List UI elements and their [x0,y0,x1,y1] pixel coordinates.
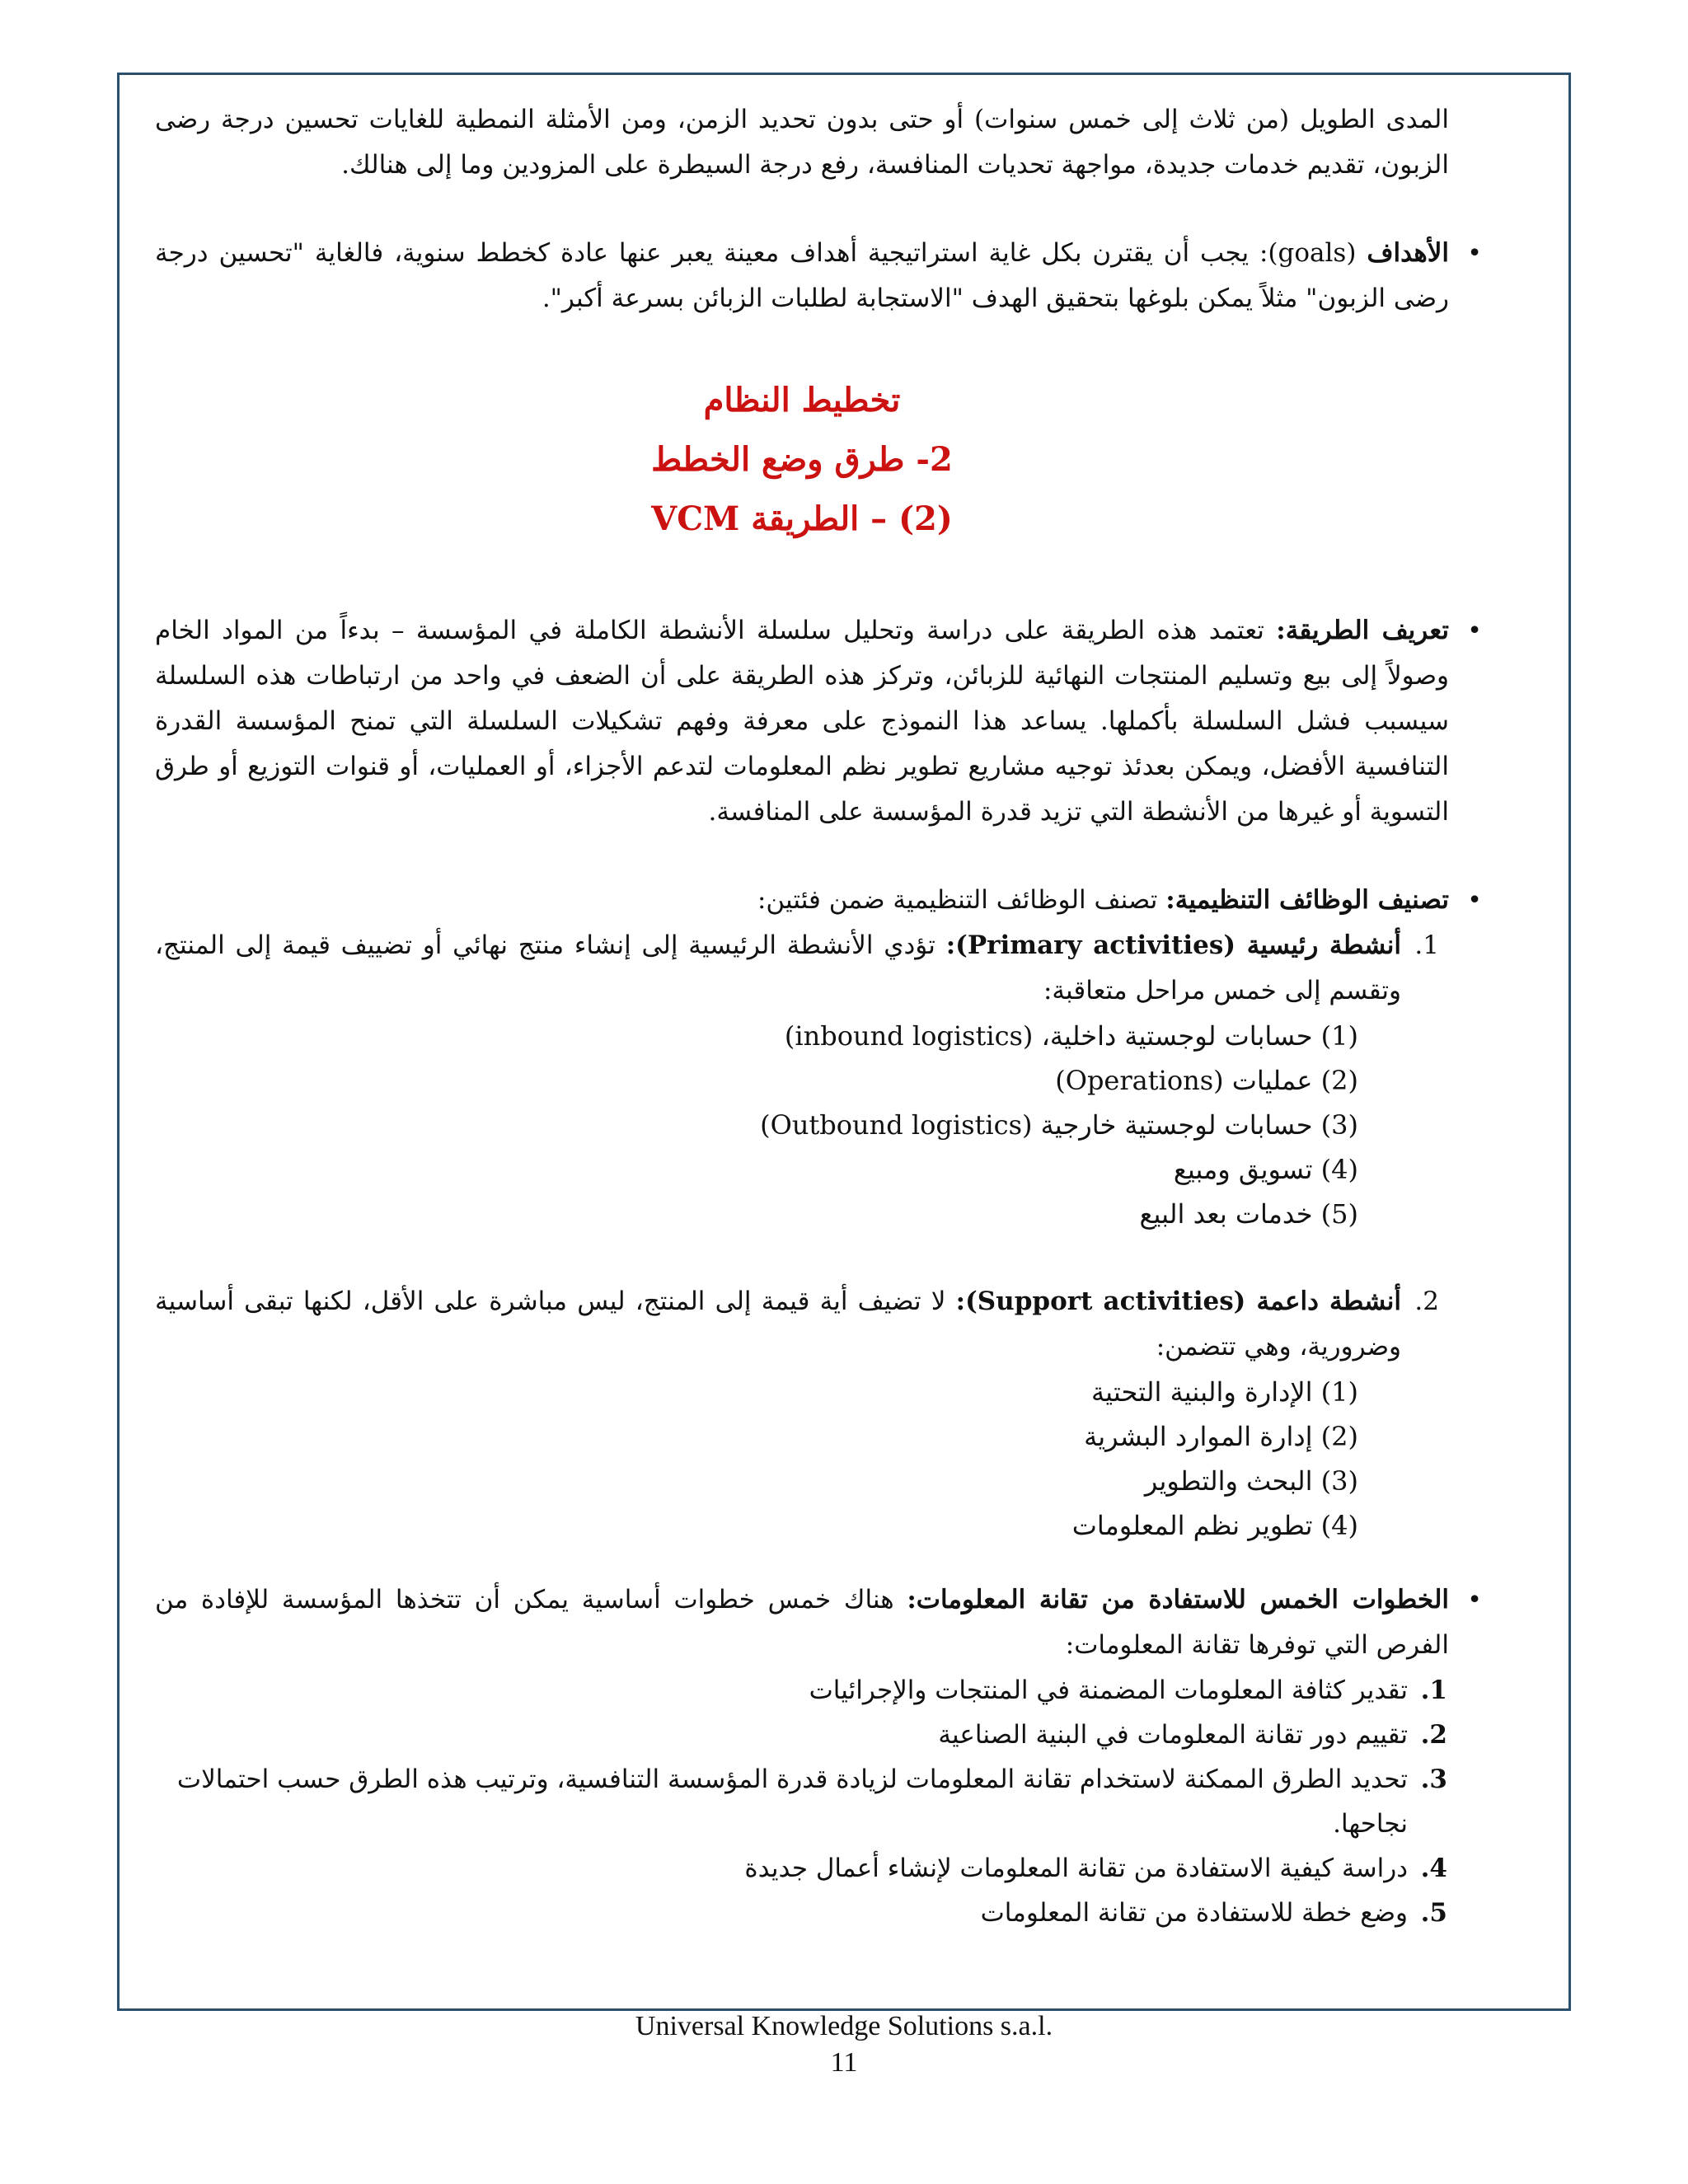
intro-paragraph: المدى الطويل (من ثلاث إلى خمس سنوات) أو حتى بدون تحديد الزمن، ومن الأمثلة النمطية للغايات تحسين درجة رضى الزبون، تقديم خدمات جديدة، مواجهة تحديات المنافسة، رفع درجة السيطرة على المزودين وما إلى هنالك. [155,105,1449,180]
list-item: (4) تطوير نظم المعلومات [1071,1510,1358,1541]
step-text: دراسة كيفية الاستفادة من تقانة المعلومات لإنشاء أعمال جديدة [744,1854,1408,1883]
classification-title: تصنيف الوظائف التنظيمية: [1165,885,1449,915]
definition-paragraph [155,608,1449,835]
step-text: تحديد الطرق الممكنة لاستخدام تقانة المعلومات لزيادة قدرة المؤسسة التنافسية، وترتيب هذه الطرق حسب احتمالات نجاحها. [176,1765,1408,1839]
goals-paragraph [155,231,1449,321]
list-item: (2) إدارة الموارد البشرية [1084,1421,1358,1452]
primary-text: تؤدي الأنشطة الرئيسية إلى إنشاء منتج نهائي أو تضييف قيمة إلى المنتج، وتقسم إلى خمس مراحل متعاقبة: [155,930,1401,1005]
classification-text: تصنف الوظائف التنظيمية ضمن فئتين: [757,885,1166,915]
list-item: (3) البحث والتطوير [1144,1465,1358,1497]
list-item [155,1757,1447,1846]
definition-text: تعتمد هذه الطريقة على دراسة وتحليل سلسلة الأنشطة الكاملة في المؤسسة – بدءاً من المواد الخام وصولاً إلى بيع وتسليم المنتجات النهائية للزبائن، وتركز هذه الطريقة على أن الضعف في واحد من ارتباطات هذه السلسلة سيسبب فشل السلسلة بأكملها. يساعد هذا النموذج على معرفة وفهم تشكيلات السلسلة التي تمنح المؤسسة القدرة التنافسية الأفضل، ويمكن بعدئذ توجيه مشاريع تطوير نظم المعلومات لتدعم الأجزاء، أو العمليات، أو قنوات التوزيع أو طرق التسوية أو غيرها من الأنشطة التي تزيد قدرة المؤسسة على المنافسة. [155,616,1449,827]
heading-vcm-method: (2) – الطريقة VCM [651,499,953,538]
goals-title: الأهداف [1367,238,1449,268]
primary-activities [155,923,1439,1014]
five-steps-paragraph [155,1577,1449,1668]
list-item: (1) حسابات لوجستية داخلية، (inbound logistics) [784,1020,1358,1052]
step-number: 3. [1420,1765,1447,1794]
support-text: لا تضيف أية قيمة إلى المنتج، ليس مباشرة على الأقل، لكنها تبقى أساسية وضرورية، وهي تتضمن: [155,1286,1401,1361]
five-steps-title: الخطوات الخمس للاستفادة من تقانة المعلومات: [907,1585,1449,1615]
list-item: (2) عمليات (Operations) [1055,1065,1358,1096]
step-number: 4. [1420,1854,1447,1883]
footer-page-number: 11 [830,2047,858,2078]
step-text: وضع خطة للاستفادة من تقانة المعلومات [980,1898,1408,1928]
goals-text: (goals): يجب أن يقترن بكل غاية استراتيجية أهداف معينة يعبر عنها عادة كخطط سنوية، فالغاية "تحسين درجة رضى الزبون" مثلاً يمكن بلوغها بتحقيق الهدف "الاستجابة لطلبات الزبائن بسرعة أكبر". [155,238,1449,313]
list-item [155,1846,1447,1891]
page-content [155,97,1449,1935]
list-item [155,1668,1447,1713]
list-item [155,1713,1447,1757]
primary-items [155,1014,1358,1236]
step-number: 1. [1420,1675,1447,1705]
five-steps-text: هناك خمس خطوات أساسية يمكن أن تتخذها المؤسسة للإفادة من الفرص التي توفرها تقانة المعلومات: [155,1585,1449,1660]
primary-number: 1. [1414,930,1439,960]
primary-title: أنشطة رئيسية (Primary activities): [945,930,1401,960]
step-text: تقدير كثافة المعلومات المضمنة في المنتجات والإجرائيات [809,1675,1408,1705]
section-headings [155,371,1449,549]
list-item: (4) تسويق ومبيع [1173,1154,1358,1185]
step-text: تقييم دور تقانة المعلومات في البنية الصناعية [938,1720,1408,1750]
support-items [155,1370,1358,1548]
definition-title: تعريف الطريقة: [1276,616,1449,645]
classification-paragraph [155,878,1449,923]
heading-planning-methods: 2- طرق وضع الخطط [651,440,953,479]
list-item: (1) الإدارة والبنية التحتية [1091,1376,1358,1408]
list-item [155,1891,1447,1935]
five-steps-list [155,1668,1447,1935]
support-activities [155,1279,1439,1370]
support-number: 2. [1414,1286,1439,1316]
support-title: أنشطة داعمة (Support activities): [955,1286,1401,1316]
step-number: 5. [1420,1898,1447,1928]
list-item: (3) حسابات لوجستية خارجية (Outbound logistics) [760,1109,1358,1141]
step-number: 2. [1420,1720,1447,1750]
list-item: (5) خدمات بعد البيع [1139,1198,1358,1230]
footer-company: Universal Knowledge Solutions s.a.l. [635,2011,1053,2041]
heading-system-planning: تخطيط النظام [703,381,901,419]
